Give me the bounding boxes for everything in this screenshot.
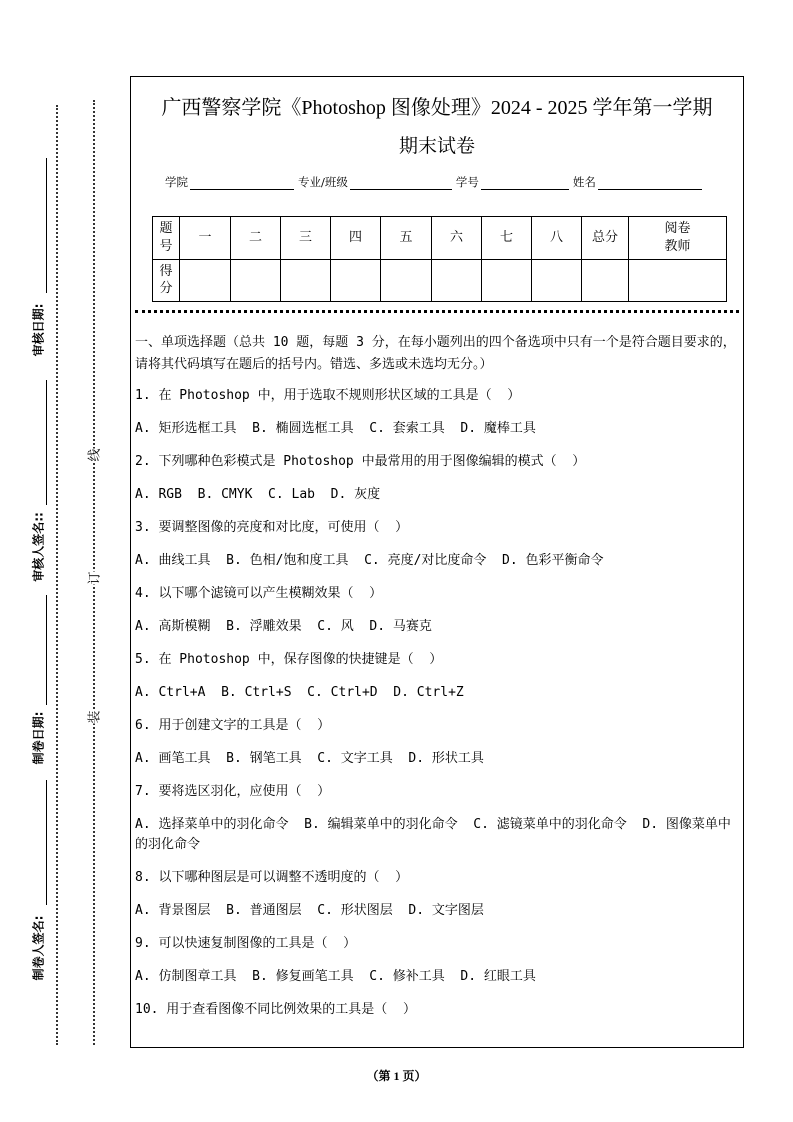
student-id-field[interactable] <box>481 177 569 190</box>
col-header: 总分 <box>582 217 629 260</box>
score-table-header-row <box>153 217 727 260</box>
major-class-label: 专业/班级 <box>298 175 348 189</box>
score-cell[interactable] <box>582 259 629 302</box>
col-header: 二 <box>231 217 281 260</box>
exam-title: 广西警察学院《Photoshop 图像处理》2024 - 2025 学年第一学期 <box>161 97 713 119</box>
question-text: 8. 以下哪种图层是可以调整不透明度的（ ） <box>135 870 409 885</box>
score-table-score-row <box>153 259 727 302</box>
page-number: （第 1 页） <box>366 1069 427 1083</box>
sign-line-reviewer-sign <box>46 380 47 505</box>
question-text: 10. 用于查看图像不同比例效果的工具是（ ） <box>135 1002 416 1017</box>
score-cell[interactable] <box>331 259 381 302</box>
college-label: 学院 <box>165 175 188 189</box>
reviewer-sign-label: 审核人签名:: <box>31 512 46 582</box>
margin-char-xian: 线 <box>81 448 106 461</box>
dotted-margin-line-outer <box>56 105 58 1045</box>
sign-line-maker-sign <box>46 780 47 905</box>
maker-sign-label: 制卷人签名: <box>31 915 46 981</box>
student-id-label: 学号 <box>455 175 479 189</box>
score-cell[interactable] <box>532 259 582 302</box>
col-header: 一 <box>180 217 231 260</box>
margin-char-zhuang: 装 <box>81 710 106 723</box>
col-header: 阅卷教师 <box>629 217 727 260</box>
question-options: A. RGB B. CMYK C. Lab D. 灰度 <box>135 487 381 502</box>
reviewer-date-label: 审核日期: <box>31 303 46 357</box>
exam-frame <box>130 76 744 1048</box>
score-cell[interactable] <box>180 259 231 302</box>
question-text: 6. 用于创建文字的工具是（ ） <box>135 718 331 733</box>
score-cell[interactable] <box>381 259 432 302</box>
question-number-header: 题号 <box>153 217 180 260</box>
question-options: A. 背景图层 B. 普通图层 C. 形状图层 D. 文字图层 <box>135 903 484 918</box>
question-options: A. 曲线工具 B. 色相/饱和度工具 C. 亮度/对比度命令 D. 色彩平衡命令 <box>135 553 604 568</box>
maker-date-label: 制卷日期: <box>31 711 46 765</box>
question-text: 3. 要调整图像的亮度和对比度，可使用（ ） <box>135 520 409 535</box>
exam-content <box>135 332 741 1033</box>
col-header: 三 <box>281 217 331 260</box>
score-cell[interactable] <box>231 259 281 302</box>
question-options: A. Ctrl+A B. Ctrl+S C. Ctrl+D D. Ctrl+Z <box>135 685 464 700</box>
dotted-separator <box>135 310 739 313</box>
question-options: A. 画笔工具 B. 钢笔工具 C. 文字工具 D. 形状工具 <box>135 751 484 766</box>
question-options: A. 选择菜单中的羽化命令 B. 编辑菜单中的羽化命令 C. 滤镜菜单中的羽化命令 D. 图像菜单中的羽化命令 <box>135 817 731 852</box>
sign-line-reviewer-date <box>46 158 47 293</box>
question-text: 9. 可以快速复制图像的工具是（ ） <box>135 936 357 951</box>
exam-subtitle: 期末试卷 <box>398 136 475 157</box>
question-options: A. 高斯模糊 B. 浮雕效果 C. 风 D. 马赛克 <box>135 619 432 634</box>
score-cell[interactable] <box>629 259 727 302</box>
question-options: A. 仿制图章工具 B. 修复画笔工具 C. 修补工具 D. 红眼工具 <box>135 969 536 984</box>
col-header: 四 <box>331 217 381 260</box>
college-field[interactable] <box>190 177 294 190</box>
question-text: 7. 要将选区羽化，应使用（ ） <box>135 784 331 799</box>
student-info-row <box>165 174 706 190</box>
col-header: 八 <box>532 217 582 260</box>
section-title: 一、单项选择题（总共 10 题，每题 3 分，在每小题列出的四个备选项中只有一个是符合题目要求的，请将其代码填写在题后的括号内。错选、多选或未选均无分。） <box>135 335 736 372</box>
question-options: A. 矩形选框工具 B. 椭圆选框工具 C. 套索工具 D. 魔棒工具 <box>135 421 536 436</box>
margin-char-ding: 订 <box>81 571 106 584</box>
sign-line-maker-date <box>46 595 47 705</box>
score-header: 得分 <box>153 259 180 302</box>
question-text: 4. 以下哪个滤镜可以产生模糊效果（ ） <box>135 586 383 601</box>
major-class-field[interactable] <box>350 177 452 190</box>
col-header: 六 <box>432 217 482 260</box>
score-cell[interactable] <box>432 259 482 302</box>
score-table <box>152 216 727 302</box>
question-text: 1. 在 Photoshop 中，用于选取不规则形状区域的工具是（ ） <box>135 388 521 403</box>
question-text: 2. 下列哪种色彩模式是 Photoshop 中最常用的用于图像编辑的模式（ ） <box>135 454 586 469</box>
question-text: 5. 在 Photoshop 中，保存图像的快捷键是（ ） <box>135 652 443 667</box>
score-cell[interactable] <box>281 259 331 302</box>
question-list <box>135 386 741 1020</box>
name-label: 姓名 <box>572 175 596 189</box>
name-field[interactable] <box>598 177 702 190</box>
col-header: 七 <box>482 217 532 260</box>
score-cell[interactable] <box>482 259 532 302</box>
col-header: 五 <box>381 217 432 260</box>
